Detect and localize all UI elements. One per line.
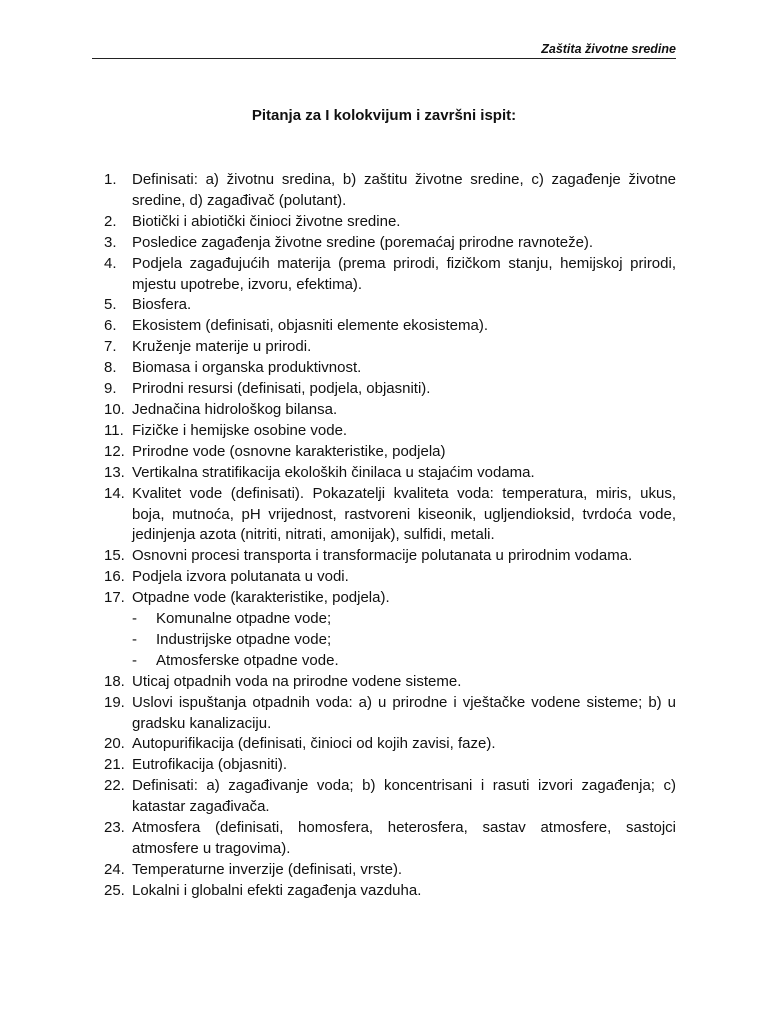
- question-text: Uticaj otpadnih voda na prirodne vodene sisteme.: [132, 672, 462, 690]
- question-text: Kruženje materije u prirodi.: [132, 338, 312, 356]
- sub-item: [132, 609, 676, 630]
- dash-bullet: -: [132, 610, 137, 628]
- question-body: [132, 316, 676, 337]
- question-body: [132, 442, 676, 463]
- question-number: 11.: [104, 421, 124, 439]
- question-item: [104, 776, 676, 818]
- question-body: [132, 776, 676, 818]
- question-item: [104, 442, 676, 463]
- question-body: [132, 379, 676, 400]
- question-body: [132, 567, 676, 588]
- running-title: Zaštita životne sredine: [541, 42, 676, 56]
- question-body: [132, 755, 676, 776]
- question-text: Prirodne vode (osnovne karakteristike, podjela): [132, 442, 446, 460]
- question-item: [104, 379, 676, 400]
- question-number: 4.: [104, 254, 117, 272]
- question-item: [104, 316, 676, 337]
- question-number: 1.: [104, 171, 117, 188]
- question-number: 21.: [104, 756, 125, 774]
- dash-bullet: -: [132, 630, 137, 648]
- question-text: Posledice zagađenja životne sredine (poremaćaj prirodne ravnoteže).: [132, 233, 594, 251]
- question-text: Osnovni procesi transporta i transformacije polutanata u prirodnim vodama.: [132, 547, 633, 565]
- question-number: 15.: [104, 547, 125, 565]
- sub-item-text: Industrijske otpadne vode;: [156, 630, 332, 648]
- question-body: [132, 295, 676, 316]
- question-item: [104, 212, 676, 233]
- sub-item-text: Atmosferske otpadne vode.: [156, 651, 339, 669]
- question-body: [132, 421, 676, 442]
- page-header: [92, 42, 676, 59]
- question-item: [104, 567, 676, 588]
- question-item: [104, 693, 676, 735]
- question-body: [132, 881, 676, 902]
- question-item: [104, 546, 676, 567]
- question-text: Uslovi ispuštanja otpadnih voda: a) u prirodne i vještačke vodene sisteme; b) u gradsku kanalizaciju.: [132, 693, 676, 732]
- question-body: [132, 588, 676, 672]
- question-text: Biosfera.: [132, 296, 192, 314]
- question-number: 13.: [104, 463, 125, 481]
- sub-item: [132, 630, 676, 651]
- question-text: Jednačina hidrološkog bilansa.: [132, 400, 338, 418]
- question-text: Definisati: a) životnu sredina, b) zaštitu životne sredine, c) zagađenje životne sredine, d) zagađivač (polutant).: [132, 171, 676, 209]
- question-body: [132, 463, 676, 484]
- question-body: [132, 233, 676, 254]
- question-body: [132, 337, 676, 358]
- question-text: Definisati: a) zagađivanje voda; b) koncentrisani i rasuti izvori zagađenja; c) katastar zagađivača.: [132, 777, 676, 816]
- question-text: Podjela izvora polutanata u vodi.: [132, 568, 349, 586]
- question-number: 10.: [104, 400, 125, 418]
- question-text: Kvalitet vode (definisati). Pokazatelji kvaliteta voda: temperatura, miris, ukus, boja, mutnoća, pH vrijednost, rastvoreni kiseonik, ugljendioksid, tvrdoća vode, jedinjenja azota (nitriti, nitrati, amonijak), sulfidi, metali.: [132, 484, 676, 544]
- question-number: 23.: [104, 819, 125, 837]
- document-title: Pitanja za I kolokvijum i završni ispit:: [251, 107, 517, 124]
- question-item: [104, 421, 676, 442]
- question-item: [104, 233, 676, 254]
- question-body: [132, 170, 676, 212]
- question-number: 5.: [104, 296, 117, 314]
- question-body: [132, 860, 676, 881]
- question-number: 12.: [104, 442, 125, 460]
- dash-bullet: -: [132, 651, 137, 669]
- question-item: [104, 818, 676, 860]
- question-body: [132, 212, 676, 233]
- question-number: 20.: [104, 735, 125, 753]
- question-number: 3.: [104, 233, 117, 251]
- question-text: Lokalni i globalni efekti zagađenja vazduha.: [132, 881, 422, 899]
- question-text: Vertikalna stratifikacija ekoloških činilaca u stajaćim vodama.: [132, 463, 535, 481]
- question-item: [104, 755, 676, 776]
- question-text: Podjela zagađujućih materija (prema prirodi, fizičkom stanju, hemijskoj prirodi, mjestu upotrebe, izvoru, efektima).: [132, 254, 676, 293]
- question-text: Prirodni resursi (definisati, podjela, objasniti).: [132, 380, 431, 398]
- question-list: [104, 170, 676, 902]
- sub-item-text: Komunalne otpadne vode;: [156, 610, 332, 628]
- question-item: [104, 254, 676, 296]
- question-body: [132, 672, 676, 693]
- question-text: Otpadne vode (karakteristike, podjela).: [132, 589, 390, 607]
- question-body: [132, 254, 676, 296]
- question-item: [104, 484, 676, 547]
- question-item: [104, 881, 676, 902]
- question-item: [104, 295, 676, 316]
- question-number: 19.: [104, 693, 125, 711]
- question-item: [104, 672, 676, 693]
- question-body: [132, 484, 676, 547]
- question-item: [104, 734, 676, 755]
- question-text: Eutrofikacija (objasniti).: [132, 756, 288, 774]
- question-number: 25.: [104, 881, 125, 899]
- question-text: Fizičke i hemijske osobine vode.: [132, 421, 348, 439]
- question-item: [104, 860, 676, 881]
- question-number: 8.: [104, 359, 117, 377]
- question-item: [104, 400, 676, 421]
- question-item: [104, 337, 676, 358]
- question-number: 17.: [104, 589, 125, 607]
- question-text: Biomasa i organska produktivnost.: [132, 359, 362, 377]
- question-text: Biotički i abiotički činioci životne sredine.: [132, 212, 401, 230]
- question-body: [132, 693, 676, 735]
- question-body: [132, 818, 676, 860]
- question-number: 7.: [104, 338, 117, 356]
- question-body: [132, 358, 676, 379]
- question-body: [132, 546, 676, 567]
- question-number: 2.: [104, 212, 117, 230]
- question-body: [132, 734, 676, 755]
- sub-item: [132, 651, 676, 672]
- question-text: Autopurifikacija (definisati, činioci od kojih zavisi, faze).: [132, 735, 496, 753]
- question-number: 22.: [104, 777, 125, 795]
- question-text: Atmosfera (definisati, homosfera, heterosfera, sastav atmosfere, sastojci atmosfere u tragovima).: [132, 819, 676, 857]
- question-item: [104, 358, 676, 379]
- question-number: 24.: [104, 860, 125, 878]
- question-number: 9.: [104, 380, 117, 398]
- question-number: 18.: [104, 672, 125, 690]
- question-item: [104, 588, 676, 672]
- sub-list: [132, 609, 676, 672]
- question-number: 16.: [104, 568, 125, 586]
- question-number: 6.: [104, 317, 117, 335]
- question-item: [104, 170, 676, 212]
- question-text: Ekosistem (definisati, objasniti elemente ekosistema).: [132, 317, 488, 335]
- question-item: [104, 463, 676, 484]
- question-text: Temperaturne inverzije (definisati, vrste).: [132, 860, 403, 878]
- question-number: 14.: [104, 484, 125, 502]
- question-body: [132, 400, 676, 421]
